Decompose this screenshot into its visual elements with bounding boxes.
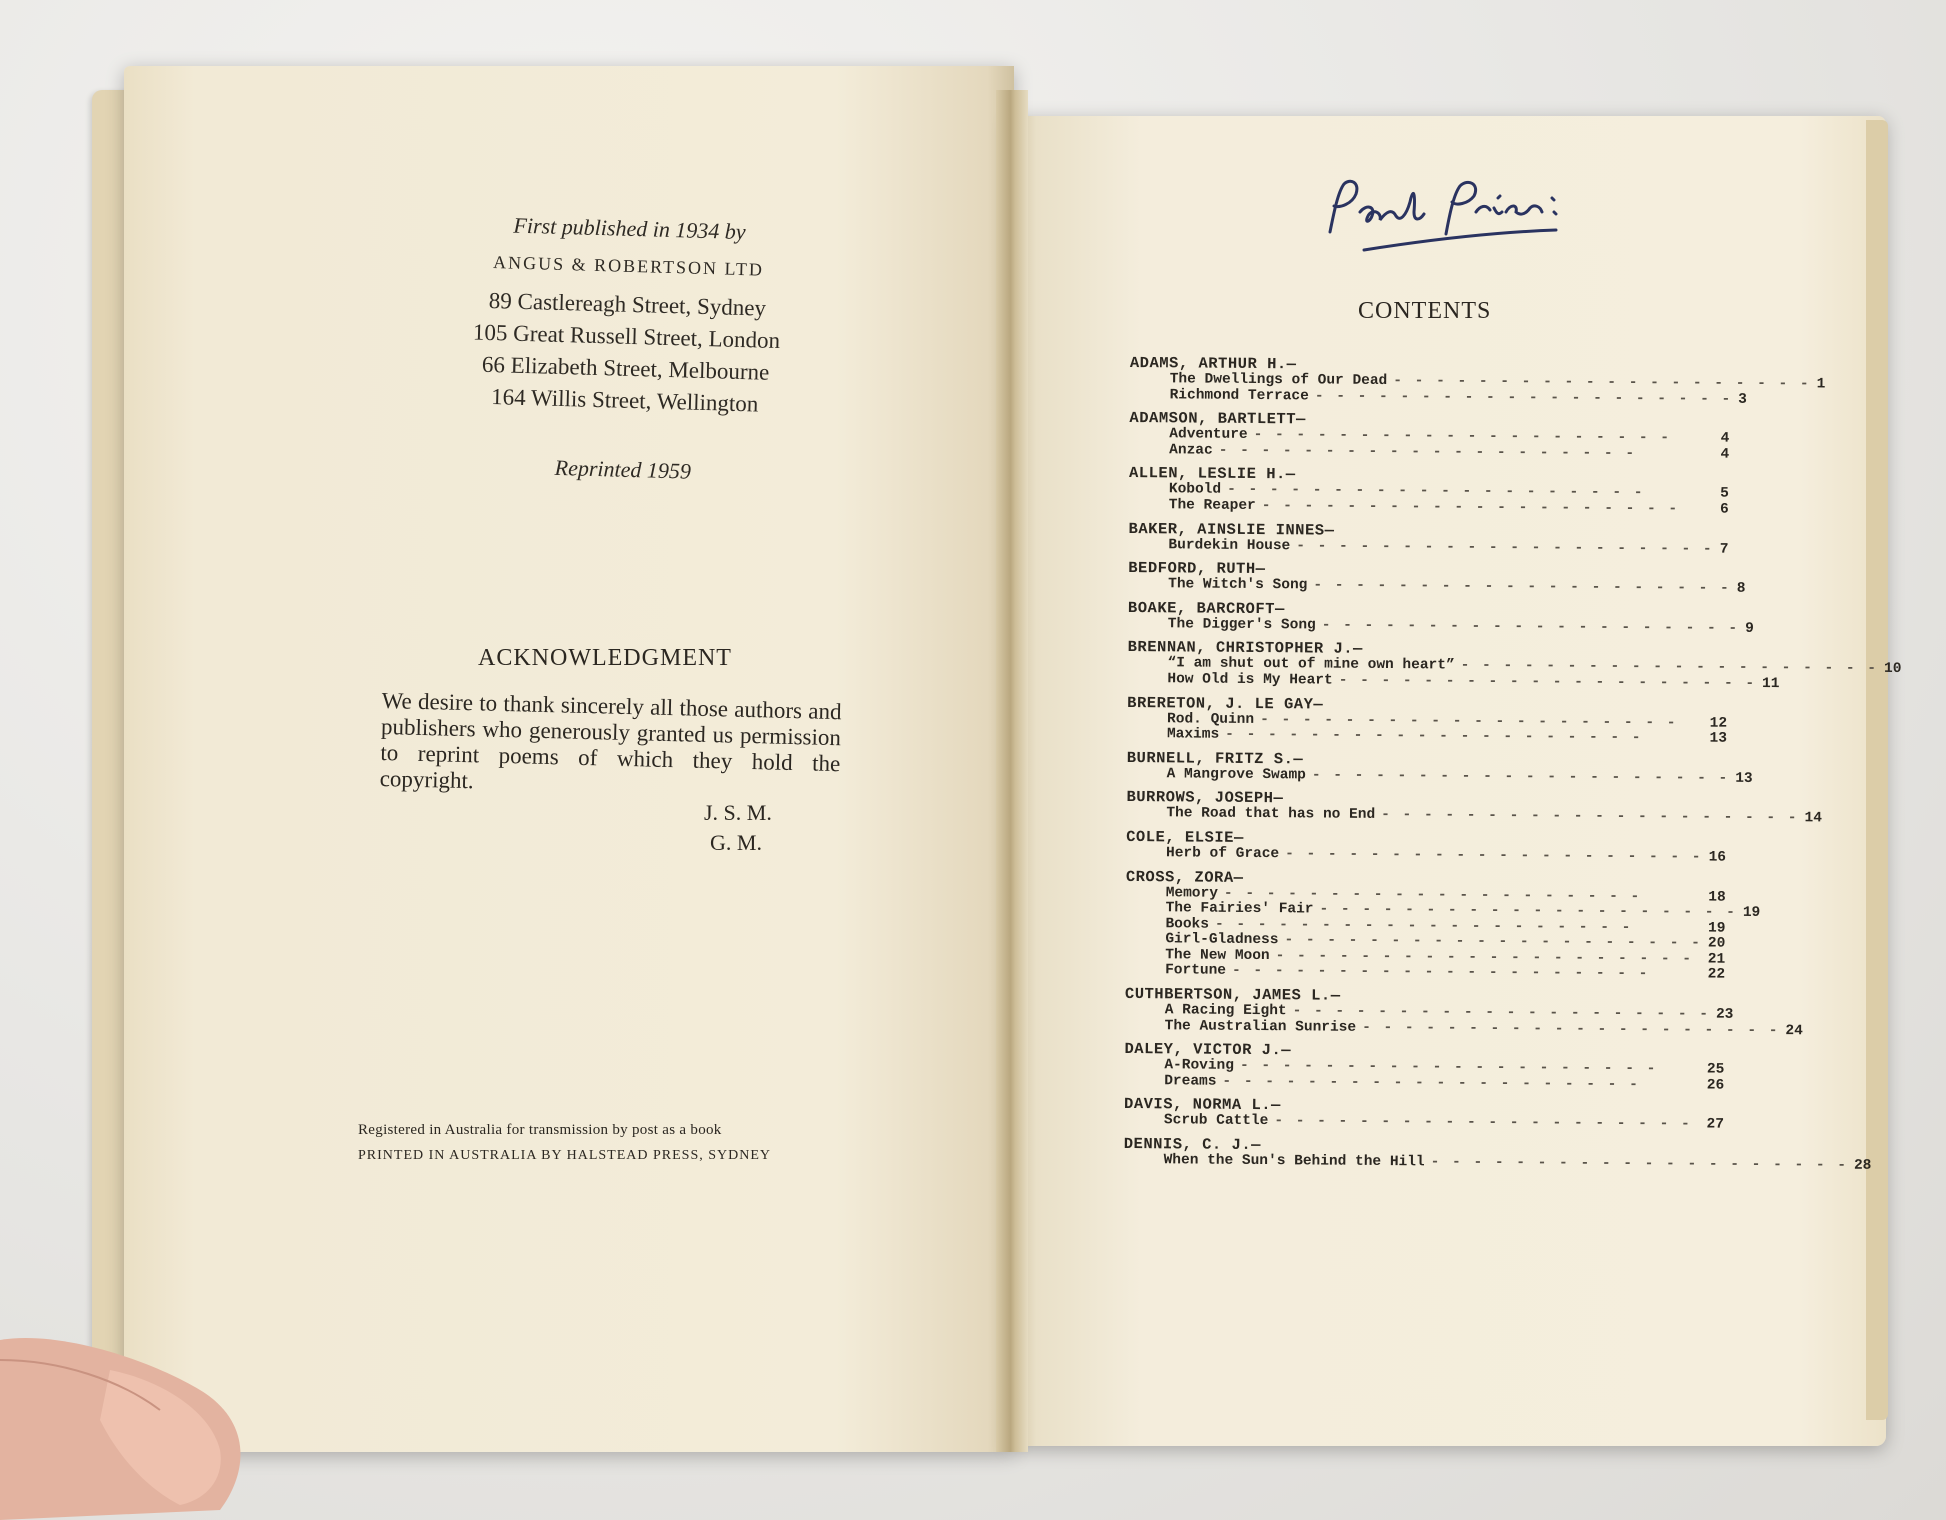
toc-poem-title: “I am shut out of mine own heart” <box>1167 655 1455 674</box>
toc-leader: - - - - - - - - - - - - - - - - - - - - <box>1275 948 1694 968</box>
toc-poem-title: The Australian Sunrise <box>1164 1017 1357 1036</box>
toc-author: BRENNAN, CHRISTOPHER J.— <box>1127 638 1363 659</box>
toc-poem-title: Kobold <box>1168 481 1222 499</box>
toc-leader: - - - - - - - - - - - - - - - - - - - - <box>1231 963 1650 983</box>
publisher-name: ANGUS & ROBERTSON LTD <box>492 252 765 280</box>
toc-leader: - - - - - - - - - - - - - - - - - - - - <box>1321 617 1740 637</box>
toc-poem-title: The Witch's Song <box>1168 576 1308 594</box>
toc-page-number: 27 <box>1706 1116 1724 1134</box>
toc-poem-title: Books <box>1165 915 1210 933</box>
toc-leader: - - - - - - - - - - - - - - - - - - - - <box>1381 807 1799 827</box>
toc-author: COLE, ELSIE— <box>1126 827 1244 847</box>
toc-entry <box>1124 1074 1724 1094</box>
toc-entry <box>1125 1017 1803 1039</box>
toc-poem-title: Richmond Terrace <box>1169 386 1309 404</box>
toc-author: DALEY, VICTOR J.— <box>1124 1040 1292 1060</box>
toc-poem-title: The Dwellings of Our Dead <box>1169 371 1388 390</box>
toc-page-number: 19 <box>1707 920 1726 937</box>
toc-author: BURNELL, FRITZ S.— <box>1126 748 1304 769</box>
toc-leader: - - - - - - - - - - - - - - - - - - - - <box>1253 427 1672 447</box>
toc-page-number: 25 <box>1706 1061 1725 1078</box>
toc-leader: - - - - - - - - - - - - - - - - - - - - <box>1296 537 1714 558</box>
toc-poem-title: A Mangrove Swamp <box>1166 766 1306 784</box>
toc-leader: - - - - - - - - - - - - - - - - - - - - <box>1393 373 1811 393</box>
toc-author: BURROWS, JOSEPH— <box>1126 788 1284 808</box>
toc-leader: - - - - - - - - - - - - - - - - - - - - <box>1261 498 1680 518</box>
toc-poem-title: How Old is My Heart <box>1167 671 1333 689</box>
handwritten-signature <box>1320 172 1620 262</box>
toc-poem-title: Memory <box>1165 884 1219 902</box>
toc-author: ALLEN, LESLIE H.— <box>1128 464 1296 484</box>
toc-leader: - - - - - - - - - - - - - - - - - - - - <box>1260 711 1678 731</box>
toc-page-number: 5 <box>1720 486 1729 503</box>
address-4: 164 Willis Street, Wellington <box>490 384 759 417</box>
toc-poem-title: The Fairies' Fair <box>1165 900 1314 918</box>
toc-author: BEDFORD, RUTH— <box>1128 559 1266 579</box>
toc-poem-title: A-Roving <box>1164 1057 1235 1075</box>
toc-entry <box>1125 963 1725 983</box>
toc-entry <box>1127 727 1727 747</box>
toc-author: CUTHBERTSON, JAMES L.— <box>1124 985 1341 1005</box>
toc-leader: - - - - - - - - - - - - - - - - - - - - <box>1222 1073 1640 1093</box>
toc-page-number: 4 <box>1720 430 1730 447</box>
toc-poem-title: Dreams <box>1164 1073 1217 1090</box>
toc-poem-title: A Racing Eight <box>1164 1002 1287 1020</box>
toc-entry <box>1128 576 1746 597</box>
toc-entry <box>1127 671 1780 693</box>
toc-page-number: 6 <box>1719 501 1729 518</box>
toc-entry <box>1124 1113 1724 1133</box>
toc-poem-title: Girl-Gladness <box>1165 931 1279 949</box>
toc-author: DENNIS, C. J.— <box>1123 1135 1262 1155</box>
toc-page-number: 18 <box>1708 889 1726 906</box>
toc-poem-title: Scrub Cattle <box>1163 1112 1269 1130</box>
toc-leader: - - - - - - - - - - - - - - - - - - - - <box>1362 1019 1780 1039</box>
toc-page-number: 9 <box>1745 620 1754 637</box>
toc-leader: - - - - - - - - - - - - - - - - - - - - <box>1285 846 1703 866</box>
initials-1: J. S. M. <box>704 800 772 825</box>
first-published: First published in 1934 by <box>513 212 746 245</box>
toc-leader: - - - - - - - - - - - - - - - - - - - - <box>1338 672 1757 692</box>
toc-page-number: 10 <box>1883 661 1902 678</box>
toc-leader: - - - - - - - - - - - - - - - - - - - - <box>1274 1113 1692 1133</box>
toc-poem-title: Adventure <box>1169 426 1248 444</box>
printer-note: PRINTED IN AUSTRALIA BY HALSTEAD PRESS, SYDNEY <box>358 1148 772 1163</box>
contents-title: CONTENTS <box>1358 298 1492 324</box>
toc-poem-title: The Road that has no End <box>1166 805 1376 824</box>
toc-page-number: 3 <box>1738 391 1747 408</box>
toc-entry <box>1129 443 1729 463</box>
toc-leader: - - - - - - - - - - - - - - - - - - - - <box>1227 482 1645 502</box>
toc-page-number: 28 <box>1853 1157 1872 1174</box>
toc-author: ADAMS, ARTHUR H.— <box>1129 353 1297 374</box>
toc-poem-title: Fortune <box>1165 962 1227 980</box>
acknowledgment-body: We desire to thank sincerely all those authors and publishers who generously granted us permission to reprint poems of which they hold the copyright. <box>379 688 842 794</box>
toc-page-number: 11 <box>1762 675 1780 693</box>
contents-list <box>1123 348 1902 1174</box>
toc-poem-title: The New Moon <box>1165 947 1270 964</box>
toc-leader: - - - - - - - - - - - - - - - - - - - - <box>1284 932 1702 952</box>
registration-note: Registered in Australia for transmission by post as a book <box>358 1122 722 1138</box>
toc-leader: - - - - - - - - - - - - - - - - - - - - <box>1313 577 1731 597</box>
toc-page-number: 4 <box>1720 446 1730 463</box>
address-2: 105 Great Russell Street, London <box>472 319 781 354</box>
toc-page-number: 12 <box>1709 715 1728 732</box>
toc-page-number: 19 <box>1742 904 1761 922</box>
toc-page-number: 16 <box>1708 849 1727 866</box>
toc-page-number: 7 <box>1719 541 1729 558</box>
toc-leader: - - - - - - - - - - - - - - - - - - - - <box>1218 442 1637 462</box>
toc-entry <box>1130 386 1747 408</box>
toc-leader: - - - - - - - - - - - - - - - - - - - - <box>1239 1058 1658 1078</box>
toc-entry <box>1126 805 1822 827</box>
toc-page-number: 20 <box>1707 935 1726 952</box>
toc-page-number: 23 <box>1715 1006 1734 1023</box>
toc-entry <box>1126 846 1726 866</box>
toc-page-number: 21 <box>1707 951 1726 968</box>
toc-author: DAVIS, NORMA L.— <box>1123 1095 1281 1115</box>
toc-author: BAKER, AINSLIE INNES— <box>1128 519 1335 540</box>
toc-poem-title: The Digger's Song <box>1167 616 1316 634</box>
toc-page-number: 13 <box>1735 770 1753 787</box>
book-edge-right <box>1866 120 1888 1420</box>
toc-page-number: 14 <box>1804 810 1822 827</box>
toc-leader: - - - - - - - - - - - - - - - - - - - - <box>1319 901 1737 921</box>
toc-leader: - - - - - - - - - - - - - - - - - - - - <box>1225 726 1643 747</box>
toc-page-number: 1 <box>1816 376 1826 393</box>
address-3: 66 Elizabeth Street, Melbourne <box>481 351 770 385</box>
toc-poem-title: Herb of Grace <box>1165 845 1280 863</box>
acknowledgment-title: ACKNOWLEDGMENT <box>478 645 732 671</box>
toc-leader: - - - - - - - - - - - - - - - - - - - - <box>1223 885 1642 905</box>
toc-leader: - - - - - - - - - - - - - - - - - - - - <box>1430 1154 1849 1174</box>
toc-poem-title: Burdekin House <box>1168 536 1291 554</box>
toc-leader: - - - - - - - - - - - - - - - - - - - - <box>1460 657 1879 678</box>
initials-2: G. M. <box>710 830 762 855</box>
toc-author: CROSS, ZORA— <box>1125 867 1244 887</box>
toc-entry <box>1128 616 1754 637</box>
imprint-block <box>413 210 840 489</box>
address-1: 89 Castlereagh Street, Sydney <box>488 287 767 321</box>
toc-poem-title: The Reaper <box>1168 497 1256 514</box>
toc-author: ADAMSON, BARTLETT— <box>1129 409 1306 429</box>
toc-author: BOAKE, BARCROFT— <box>1127 598 1285 618</box>
toc-poem-title: When the Sun's Behind the Hill <box>1163 1152 1425 1171</box>
book-gutter <box>996 90 1028 1452</box>
toc-poem-title: Maxims <box>1166 726 1220 743</box>
toc-leader: - - - - - - - - - - - - - - - - - - - - <box>1292 1003 1711 1023</box>
toc-leader: - - - - - - - - - - - - - - - - - - - - <box>1314 388 1733 408</box>
toc-leader: - - - - - - - - - - - - - - - - - - - - <box>1214 916 1633 936</box>
toc-entry <box>1128 538 1728 558</box>
thumb-image <box>0 1320 250 1520</box>
toc-poem-title: Anzac <box>1169 442 1213 459</box>
toc-entry <box>1129 498 1729 518</box>
toc-author: BRERETON, J. LE GAY— <box>1127 693 1324 714</box>
toc-page-number: 8 <box>1736 580 1746 597</box>
toc-page-number: 22 <box>1707 967 1726 984</box>
toc-leader: - - - - - - - - - - - - - - - - - - - - <box>1311 767 1730 787</box>
reprinted-note: Reprinted 1959 <box>554 454 692 484</box>
toc-page-number: 24 <box>1785 1022 1803 1039</box>
toc-page-number: 26 <box>1706 1077 1725 1094</box>
toc-entry <box>1127 766 1753 787</box>
toc-poem-title: Rod. Quinn <box>1167 710 1255 728</box>
toc-page-number: 13 <box>1709 730 1728 747</box>
